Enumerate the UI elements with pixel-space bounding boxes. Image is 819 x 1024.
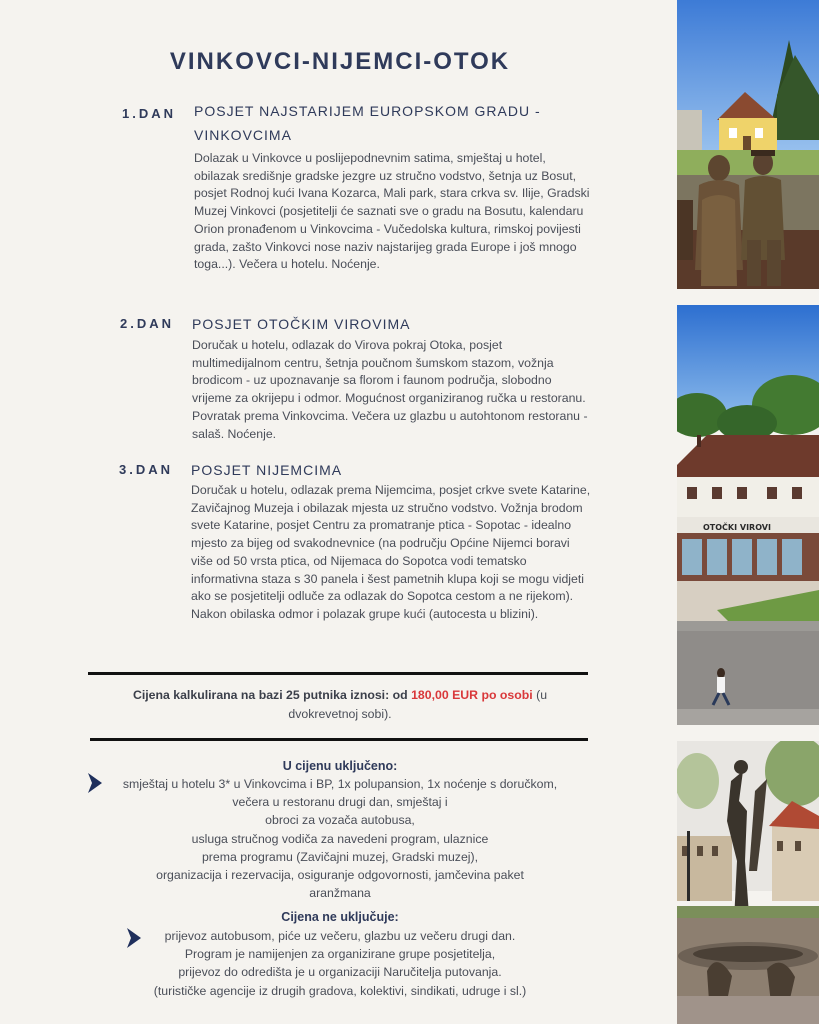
price-note bbox=[100, 686, 580, 724]
photo-nijemci-statue bbox=[677, 741, 819, 1024]
day-3-heading: POSJET NIJEMCIMA bbox=[191, 462, 343, 478]
day-1-text: Dolazak u Vinkovce u poslijepodnevnim satima, smještaj u hotel, obilazak središnje gradske jezgre uz stručno vodstvo, šetnja uz Bosut, posjet Rodnoj kući Ivana Kozarca, Mali park, stara crkva sv. Ilije, Gradski Muzej Vinkovci (posjetitelji će saznati sve o gradu na Bosutu, kalendaru Orion pronađenom u Vinkovcima - Vučedolska kultura, rimskoj povijesti grada, zašto Vinkovci nose naziv najstarijeg grada Europe i još mnogo toga...). Večera u hotelu. Noćenje. bbox=[194, 151, 590, 272]
photo-otocki-virovi bbox=[677, 305, 819, 725]
excluded-title: Cijena ne uključuje: bbox=[281, 910, 399, 924]
day-1-heading: POSJET NAJSTARIJEM EUROPSKOM GRADU - VINKOVCIMA bbox=[194, 103, 541, 143]
included-title: U cijenu uključeno: bbox=[282, 759, 398, 773]
included-line: prema programu (Zavičajni muzej, Gradski muzej), bbox=[201, 849, 479, 864]
price-tail: (u dvokrevetnoj sobi). bbox=[288, 688, 548, 721]
divider-top bbox=[88, 672, 588, 675]
included-line: smještaj u hotelu 3* u Vinkovcima i BP, 1x polupansion, 1x noćenje s doručkom, bbox=[122, 777, 558, 791]
included-list bbox=[90, 775, 590, 902]
day-2-text: Doručak u hotelu, odlazak do Virova pokraj Otoka, posjet multimedijalnom centru, šetnja poučnom šumskom stazom, vožnja brodicom - uz upoznavanje sa florom i faunom područja, slobodno vrijeme za okrijepu i odmor. Mogućnost organiziranog ručka u restoranu. Povratak prema Vinkovcima. Večera uz glazbu u autohtonom restoranu - salaš. Noćenje. bbox=[192, 338, 588, 441]
page-title: VINKOVCI-NIJEMCI-OTOK bbox=[169, 48, 511, 75]
included-line: organizacija i rezervacija, osiguranje odgovornosti, jamčevina paket bbox=[156, 868, 524, 883]
excluded-line: (turističke agencije iz drugih gradova, kolektivi, sindikati, udruge i sl.) bbox=[153, 983, 527, 998]
excluded-line: Program je namijenjen za organizirane grupe posjetitelja, bbox=[184, 947, 496, 962]
price-amount: 180,00 EUR po osobi bbox=[411, 688, 533, 702]
day-2-label: 2.DAN bbox=[120, 316, 175, 331]
included-line: usluga stručnog vodiča za navedeni program, ulaznice bbox=[191, 831, 489, 846]
included-line: aranžmana bbox=[309, 886, 371, 901]
excluded-line: prijevoz do odredišta je u organizaciji Naručitelja putovanja. bbox=[178, 965, 502, 980]
day-3-text: Doručak u hotelu, odlazak prema Nijemcima, posjet crkve svete Katarine, Zavičajnog Muzeja i obilazak mjesta uz stručno vodstvo. Vožnja brodom svete Katarine, posjet Centru za promatranje ptica - Sopotac - idealno mjesto za bijeg od svakodnevnice (na području Općine Nijemci boravi više od 50 vrsta ptica, od Nijemaca do Sopotca vodi tematsko informativna staza s 30 panela i šest pametnih klupa koji se mogu vidjeti ako se posjetitelji odluče za odlazak do Sopotca cestom a ne rijekom). Nakon obilaska odmor i polazak grupe kući (autocesta u blizini). bbox=[191, 483, 591, 621]
price-lead: Cijena kalkulirana na bazi 25 putnika iznosi: od bbox=[132, 688, 408, 702]
included-line: večera u restoranu drugi dan, smještaj i bbox=[232, 795, 448, 810]
divider-bottom bbox=[90, 738, 588, 741]
included-line: obroci za vozača autobusa, bbox=[265, 813, 415, 828]
day-2-heading: POSJET OTOČKIM VIROVIMA bbox=[192, 316, 411, 332]
excluded-list bbox=[110, 927, 570, 1000]
day-1-label: 1.DAN bbox=[122, 106, 177, 121]
excluded-line: prijevoz autobusom, piće uz večeru, glazbu uz večeru drugi dan. bbox=[164, 929, 516, 943]
photo-vinkovci-statues bbox=[677, 0, 819, 289]
building-sign: OTOČKI VIROVI bbox=[703, 523, 771, 532]
day-3-label: 3.DAN bbox=[119, 462, 174, 477]
